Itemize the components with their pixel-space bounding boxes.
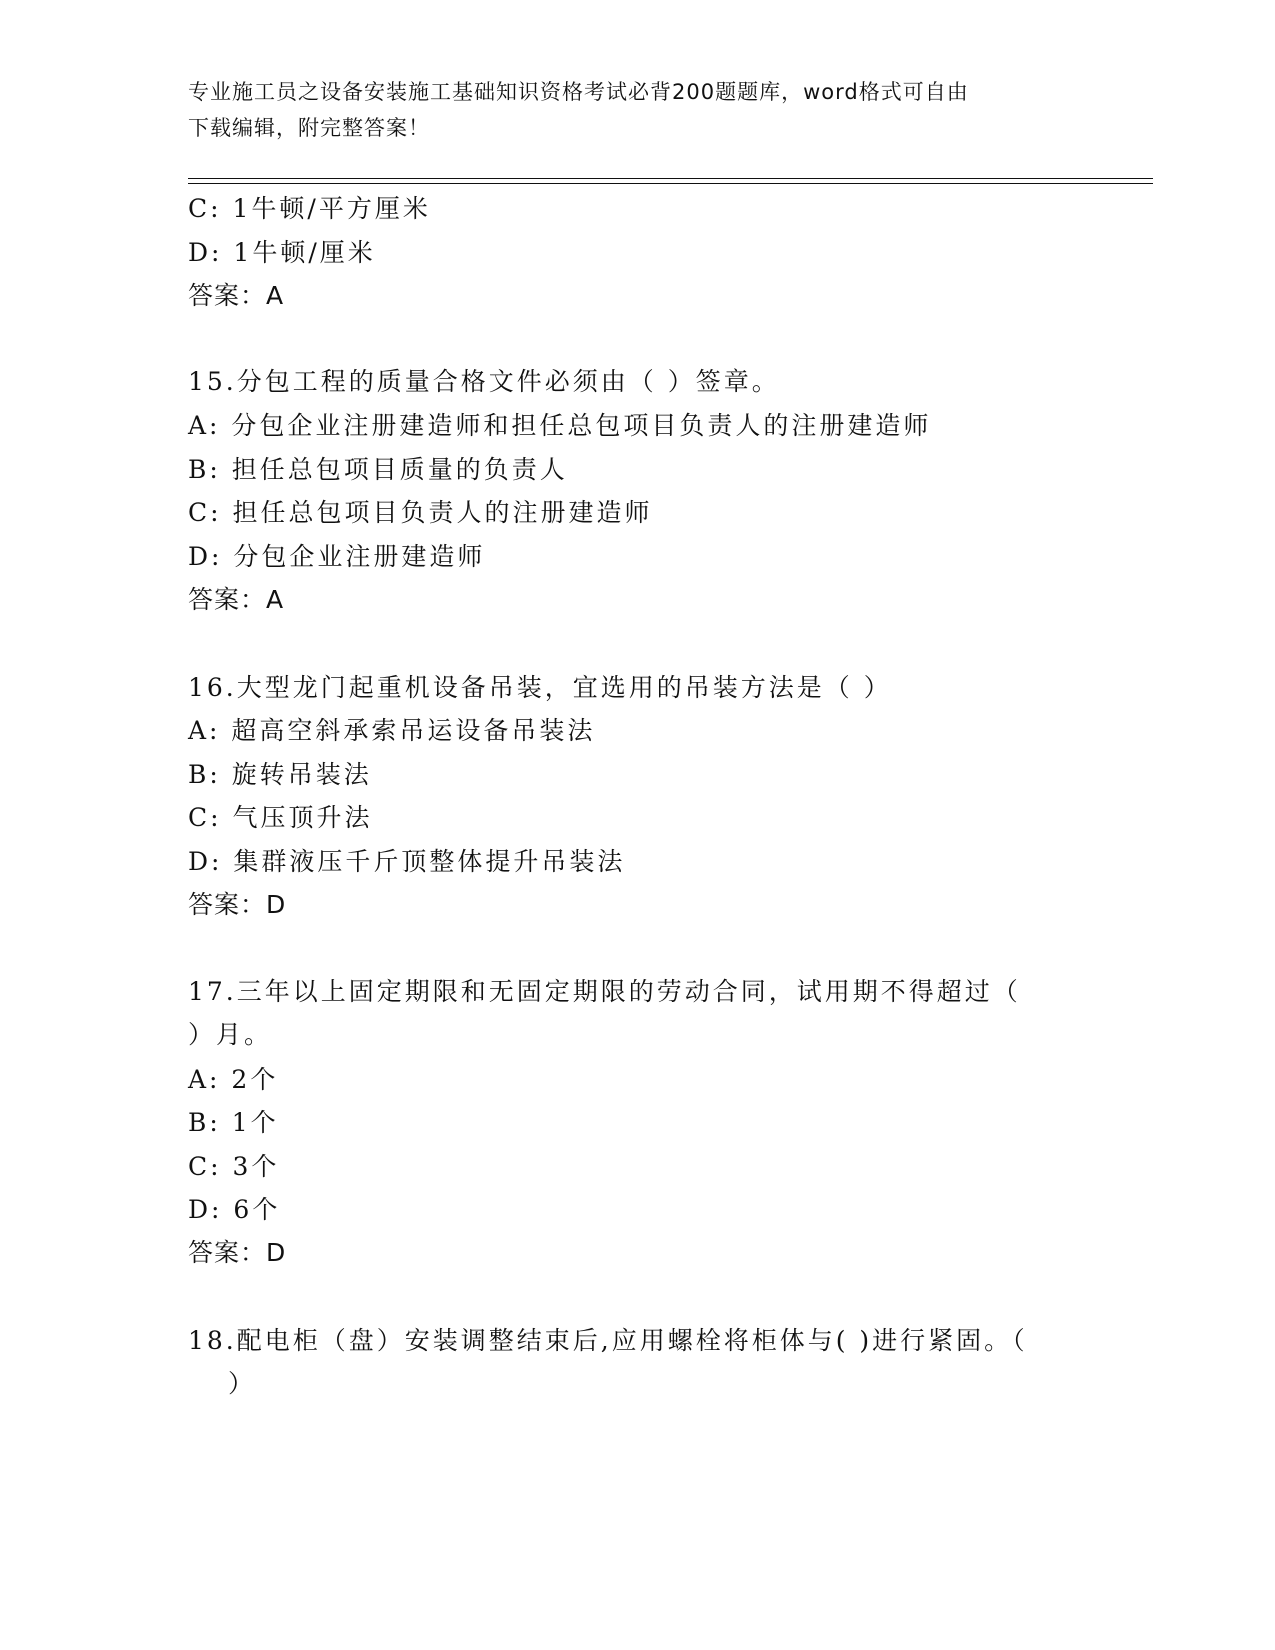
q16-answer: 答案：D	[188, 890, 287, 919]
q17-option-a: A: 2个	[188, 1065, 279, 1094]
q16-option-d: D: 集群液压千斤顶整体提升吊装法	[188, 847, 626, 876]
q14-option-c: C: 1牛顿/平方厘米	[188, 194, 431, 223]
q16-option-b: B: 旋转吊装法	[188, 760, 372, 789]
q14-option-d: D: 1牛顿/厘米	[188, 238, 376, 267]
header-line-1: 专业施工员之设备安装施工基础知识资格考试必背200题题库，word格式可自由	[188, 80, 969, 104]
q17-option-d: D: 6个	[188, 1195, 281, 1224]
q15-stem: 15.分包工程的质量合格文件必须由（ ）签章。	[188, 367, 780, 396]
q18-stem-line-1: 18.配电柜（盘）安装调整结束后,应用螺栓将柜体与( )进行紧固。（	[188, 1326, 1028, 1355]
q14-answer: 答案：A	[188, 281, 285, 310]
q18-stem-line-2: ）	[228, 1369, 257, 1398]
q16-option-a: A: 超高空斜承索吊运设备吊装法	[188, 716, 596, 745]
q17-stem-line-1: 17.三年以上固定期限和无固定期限的劳动合同，试用期不得超过（	[188, 977, 1021, 1006]
q17-option-c: C: 3个	[188, 1152, 280, 1181]
q17-stem-line-2: ）月。	[188, 1020, 273, 1049]
q15-option-b: B: 担任总包项目质量的负责人	[188, 455, 568, 484]
q15-answer: 答案：A	[188, 585, 285, 614]
q17-answer: 答案：D	[188, 1238, 287, 1267]
q16-option-c: C: 气压顶升法	[188, 803, 373, 832]
q15-option-a: A: 分包企业注册建造师和担任总包项目负责人的注册建造师	[188, 411, 932, 440]
q17-option-b: B: 1个	[188, 1108, 279, 1137]
q16-stem: 16.大型龙门起重机设备吊装，宜选用的吊装方法是（ ）	[188, 673, 892, 702]
q15-option-d: D: 分包企业注册建造师	[188, 542, 486, 571]
header-divider-top	[188, 178, 1153, 179]
document-header	[188, 74, 1068, 146]
header-divider-bottom	[188, 183, 1153, 184]
q15-option-c: C: 担任总包项目负责人的注册建造师	[188, 498, 653, 527]
header-line-2: 下载编辑，附完整答案！	[188, 116, 430, 140]
